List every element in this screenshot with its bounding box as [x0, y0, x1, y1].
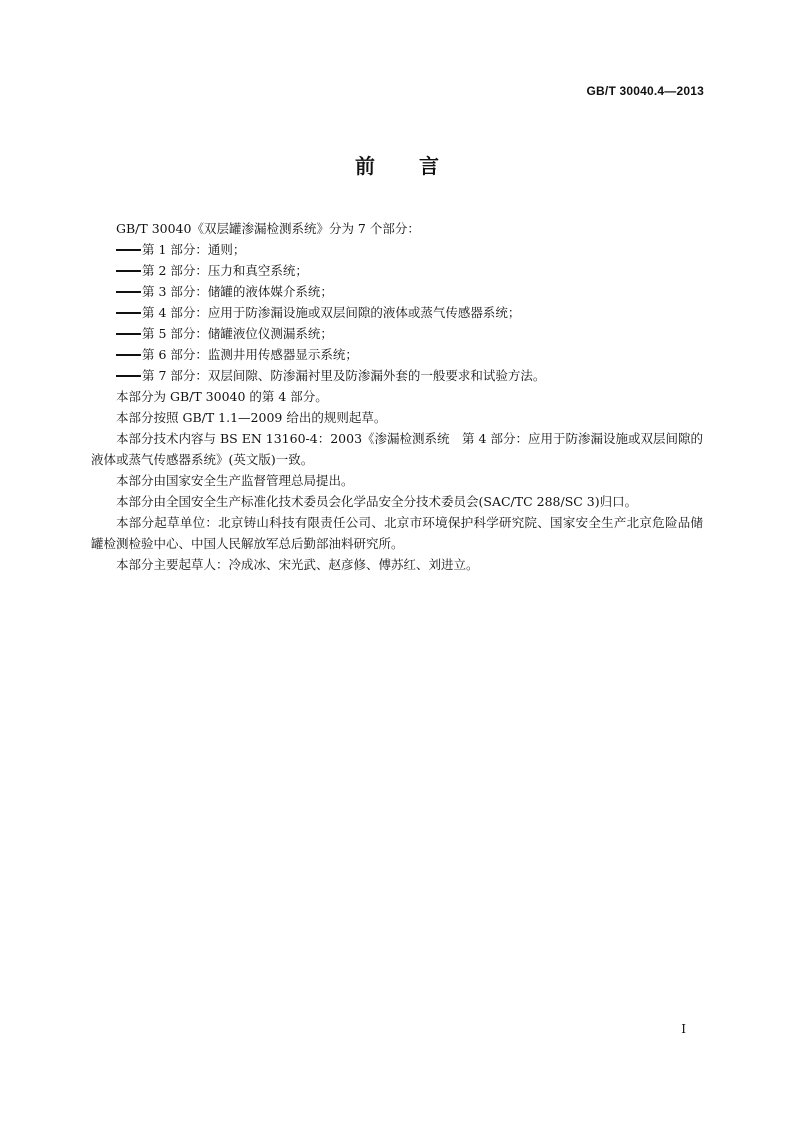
list-item	[91, 302, 703, 323]
dash-marker	[116, 270, 141, 272]
paragraph-drafting-units: 本部分起草单位：北京铸山科技有限责任公司、北京市环境保护科学研究院、国家安全生产北京危险品储罐检测检验中心、中国人民解放军总后勤部油料研究所。	[91, 515, 703, 551]
dash-marker	[116, 249, 141, 251]
document-body	[91, 218, 703, 575]
dash-marker	[116, 333, 141, 335]
list-item-text: 第 6 部分：监测井用传感器显示系统；	[142, 347, 358, 362]
list-item-text: 第 1 部分：通则；	[142, 242, 246, 257]
paragraph-drafters: 本部分主要起草人：冷成冰、宋光武、赵彦修、傅苏红、刘进立。	[116, 557, 479, 572]
parts-list	[91, 239, 703, 386]
paragraph-part-number: 本部分为 GB/T 30040 的第 4 部分。	[116, 389, 328, 404]
intro-paragraph: GB/T 30040《双层罐渗漏检测系统》分为 7 个部分：	[116, 221, 420, 236]
dash-marker	[116, 354, 141, 356]
page-number: I	[681, 1022, 686, 1036]
dash-marker	[116, 291, 141, 293]
paragraph-technical-content: 本部分技术内容与 BS EN 13160-4：2003《渗漏检测系统 第 4 部分：应用于防渗漏设施或双层间隙的液体或蒸气传感器系统》(英文版)一致。	[91, 431, 703, 467]
list-item-text: 第 7 部分：双层间隙、防渗漏衬里及防渗漏外套的一般要求和试验方法。	[142, 368, 546, 383]
list-item-text: 第 5 部分：储罐液位仪测漏系统；	[142, 326, 333, 341]
dash-marker	[116, 312, 141, 314]
list-item-text: 第 4 部分：应用于防渗漏设施或双层间隙的液体或蒸气传感器系统；	[142, 305, 521, 320]
list-item	[91, 239, 703, 260]
paragraph-drafting-rules: 本部分按照 GB/T 1.1—2009 给出的规则起草。	[116, 410, 387, 425]
dash-marker	[116, 375, 141, 377]
paragraph-proposer: 本部分由国家安全生产监督管理总局提出。	[116, 473, 354, 488]
list-item	[91, 323, 703, 344]
list-item	[91, 281, 703, 302]
list-item-text: 第 3 部分：储罐的液体媒介系统；	[142, 284, 333, 299]
list-item-text: 第 2 部分：压力和真空系统；	[142, 263, 308, 278]
list-item	[91, 260, 703, 281]
page-title: 前言	[355, 154, 483, 178]
list-item	[91, 344, 703, 365]
list-item	[91, 365, 703, 386]
paragraph-committee: 本部分由全国安全生产标准化技术委员会化学品安全分技术委员会(SAC/TC 288/SC 3)归口。	[116, 494, 638, 509]
standard-code: GB/T 30040.4—2013	[586, 84, 704, 98]
